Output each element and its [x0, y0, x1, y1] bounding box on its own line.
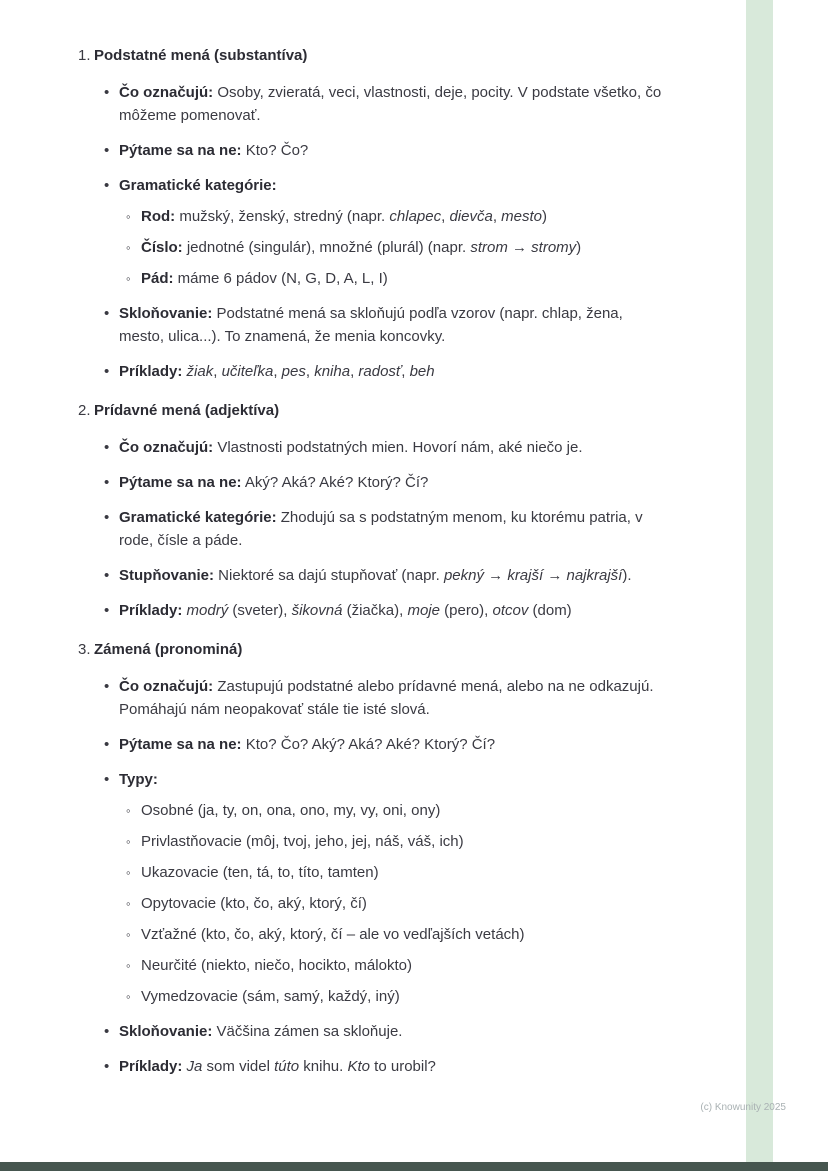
list-item [104, 675, 666, 721]
list-item-text: Vymedzovacie (sám, samý, každý, iný) [141, 988, 400, 1005]
circle-bullet-icon: ◦ [126, 803, 131, 818]
list-item [104, 360, 666, 383]
circle-bullet-icon: ◦ [126, 989, 131, 1004]
section-number: 3. [78, 641, 91, 658]
list-item-text: Typy: [119, 771, 158, 788]
section [78, 638, 666, 1078]
circle-bullet-icon: ◦ [126, 927, 131, 942]
bullet-icon: • [104, 84, 110, 101]
bullet-icon: • [104, 678, 110, 695]
list-item-text: Vzťažné (kto, čo, aký, ktorý, čí – ale vo vedľajších vetách) [141, 926, 525, 943]
list-item [104, 139, 666, 162]
list-item-text: Privlastňovacie (môj, tvoj, jeho, jej, náš, váš, ich) [141, 833, 464, 850]
list-item-text: Pýtame sa na ne: Kto? Čo? Aký? Aká? Aké? Ktorý? Čí? [119, 736, 496, 753]
list-item-text: Skloňovanie: Väčšina zámen sa skloňuje. [119, 1023, 403, 1040]
list-item-text: Osobné (ja, ty, on, ona, ono, my, vy, oni, ony) [141, 802, 441, 819]
document-content [78, 44, 666, 1078]
circle-bullet-icon: ◦ [126, 209, 131, 224]
bullet-icon: • [104, 439, 110, 456]
section-number: 2. [78, 402, 91, 419]
section-heading [78, 44, 666, 67]
list-item [104, 599, 666, 622]
section-number: 1. [78, 47, 91, 64]
list-item [126, 892, 666, 915]
list-item-text: Príklady: modrý (sveter), šikovná (žiačka), moje (pero), otcov (dom) [119, 602, 572, 619]
list-item-text: Čo označujú: Zastupujú podstatné alebo prídavné mená, alebo na ne odkazujú. Pomáhajú nám neopakovať stále tie isté slová. [119, 678, 654, 718]
sections-list [78, 44, 666, 1078]
list-item [126, 799, 666, 822]
list-item-text: Príklady: žiak, učiteľka, pes, kniha, radosť, beh [119, 363, 435, 380]
section-title: Zámená (pronominá) [94, 641, 243, 658]
bullet-icon: • [104, 1023, 110, 1040]
list-item [104, 471, 666, 494]
list-item [104, 436, 666, 459]
section-heading [78, 638, 666, 661]
watermark: (c) Knowunity 2025 [700, 1102, 786, 1113]
bullet-icon: • [104, 1058, 110, 1075]
list-item-text: Gramatické kategórie: Zhodujú sa s podstatným menom, ku ktorému patria, v rode, čísle a páde. [119, 509, 643, 549]
list-item [126, 267, 666, 290]
list-item [126, 205, 666, 228]
list-item [104, 81, 666, 127]
list-item [104, 1055, 666, 1078]
circle-bullet-icon: ◦ [126, 896, 131, 911]
list-item [126, 954, 666, 977]
accent-stripe [746, 0, 773, 1171]
bullet-icon: • [104, 567, 110, 584]
list-item [126, 923, 666, 946]
list-item [126, 236, 666, 259]
list-item [104, 564, 666, 587]
bullet-icon: • [104, 363, 110, 380]
bullet-icon: • [104, 736, 110, 753]
list-item-text: Príklady: Ja som videl túto knihu. Kto to urobil? [119, 1058, 436, 1075]
list-item [104, 174, 666, 197]
list-item [104, 768, 666, 791]
section [78, 399, 666, 622]
list-item-text: Pád: máme 6 pádov (N, G, D, A, L, I) [141, 270, 388, 287]
list-item-text: Skloňovanie: Podstatné mená sa skloňujú podľa vzorov (napr. chlap, žena, mesto, ulica...). To znamená, že menia koncovky. [119, 305, 623, 345]
section [78, 44, 666, 383]
circle-bullet-icon: ◦ [126, 271, 131, 286]
section-heading [78, 399, 666, 422]
list-item-text: Pýtame sa na ne: Aký? Aká? Aké? Ktorý? Čí? [119, 474, 429, 491]
section-title: Prídavné mená (adjektíva) [94, 402, 280, 419]
list-item-text: Číslo: jednotné (singulár), množné (plurál) (napr. strom → stromy) [141, 239, 582, 256]
list-item [126, 985, 666, 1008]
list-item-text: Čo označujú: Osoby, zvieratá, veci, vlastnosti, deje, pocity. V podstate všetko, čo môžeme pomenovať. [119, 84, 662, 124]
circle-bullet-icon: ◦ [126, 240, 131, 255]
list-item [126, 861, 666, 884]
circle-bullet-icon: ◦ [126, 865, 131, 880]
bullet-icon: • [104, 142, 110, 159]
circle-bullet-icon: ◦ [126, 958, 131, 973]
list-item-text: Pýtame sa na ne: Kto? Čo? [119, 142, 309, 159]
bullet-icon: • [104, 771, 110, 788]
list-item [104, 1020, 666, 1043]
list-item [126, 830, 666, 853]
bullet-icon: • [104, 509, 110, 526]
bullet-icon: • [104, 602, 110, 619]
page-bottom-edge [0, 1162, 828, 1171]
section-title: Podstatné mená (substantíva) [94, 47, 308, 64]
bullet-icon: • [104, 474, 110, 491]
bullet-icon: • [104, 177, 110, 194]
bullet-icon: • [104, 305, 110, 322]
list-item-text: Ukazovacie (ten, tá, to, títo, tamten) [141, 864, 379, 881]
list-item [104, 302, 666, 348]
list-item-text: Gramatické kategórie: [119, 177, 277, 194]
list-item-text: Čo označujú: Vlastnosti podstatných mien. Hovorí nám, aké niečo je. [119, 439, 583, 456]
list-item-text: Neurčité (niekto, niečo, hocikto, málokto) [141, 957, 412, 974]
list-item-text: Rod: mužský, ženský, stredný (napr. chlapec, dievča, mesto) [141, 208, 548, 225]
list-item-text: Opytovacie (kto, čo, aký, ktorý, čí) [141, 895, 367, 912]
list-item [104, 733, 666, 756]
list-item-text: Stupňovanie: Niektoré sa dajú stupňovať (napr. pekný → krajší → najkrajší). [119, 567, 632, 584]
list-item [104, 506, 666, 552]
circle-bullet-icon: ◦ [126, 834, 131, 849]
